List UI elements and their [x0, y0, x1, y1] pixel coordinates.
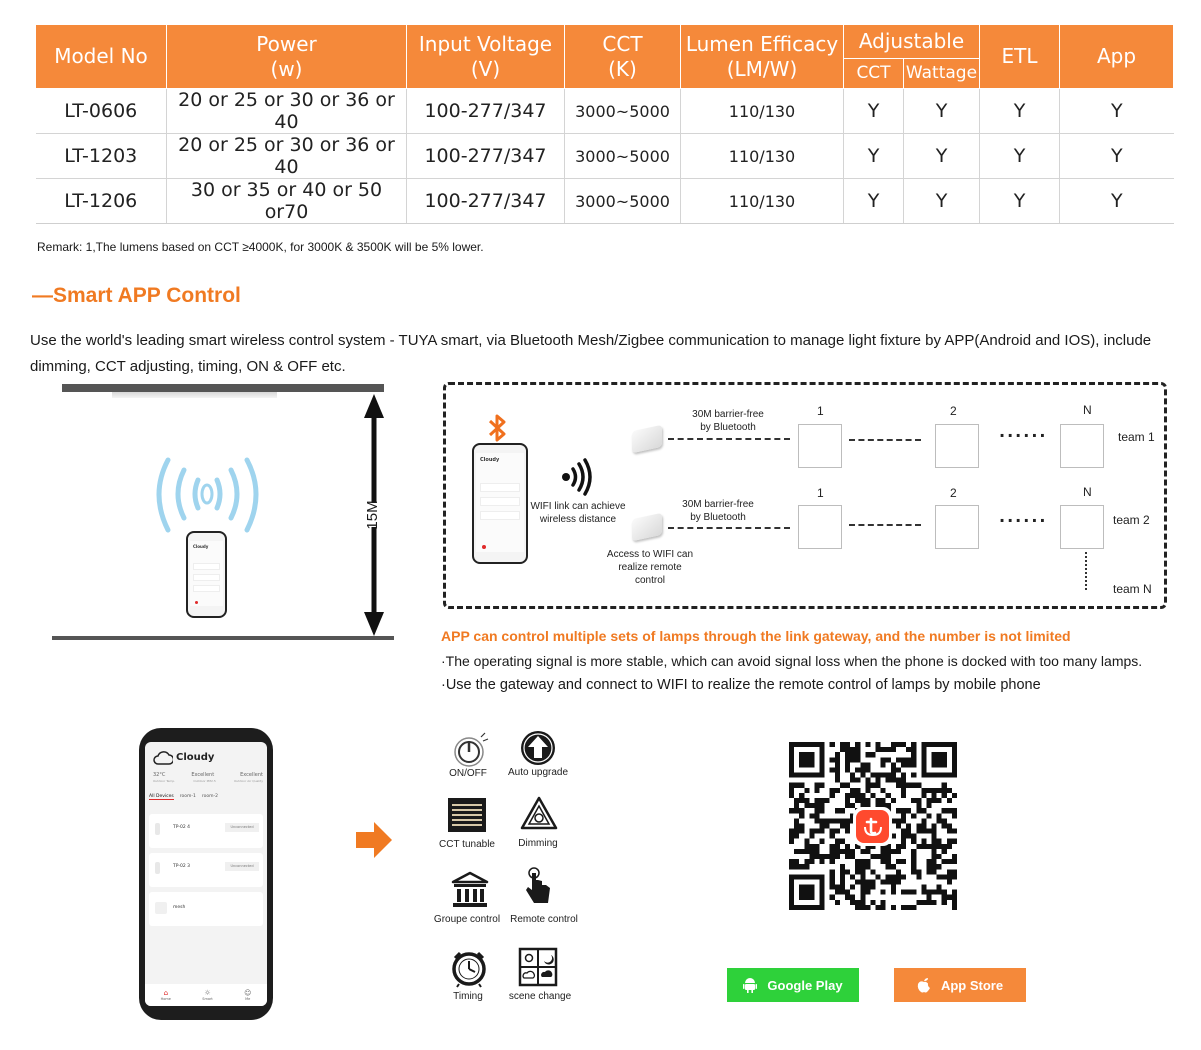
room-phone — [186, 531, 227, 618]
google-play-button[interactable]: Google Play — [727, 968, 859, 1002]
diagram-phone — [472, 443, 528, 564]
team-label: team 1 — [1118, 430, 1155, 444]
tab-room-2[interactable]: room-2 — [201, 794, 219, 799]
app-name: Cloudy — [176, 752, 215, 763]
signal-waves-icon — [140, 450, 275, 540]
power-icon — [451, 731, 491, 771]
feature-label: Remote control — [510, 914, 578, 925]
feature-label: Dimming — [518, 838, 558, 849]
lamp-number: 1 — [817, 404, 824, 418]
list-item[interactable]: TP-02 4 Unconnected — [149, 814, 263, 848]
highlight-text: APP can control multiple sets of lamps through the link gateway, and the number is not limited — [441, 628, 1071, 644]
smart-icon: ☼ — [204, 989, 211, 997]
nav-smart[interactable]: ☼ Smart — [202, 989, 213, 1001]
nav-home[interactable]: ⌂ Home — [160, 989, 171, 1001]
bullet-1: ·The operating signal is more stable, which can avoid signal loss when the phone is docked with too many lamps. — [441, 653, 1143, 669]
tab-room-1[interactable]: room-1 — [179, 794, 196, 799]
android-icon — [743, 977, 757, 993]
header-model: Model No — [36, 25, 167, 89]
link-line — [849, 524, 921, 526]
user-icon: ☺ — [244, 989, 252, 997]
header-etl: ETL — [980, 25, 1060, 89]
feature-label: ON/OFF — [449, 768, 487, 779]
arrow-right-icon — [356, 822, 392, 858]
app-phone: Cloudy 32°C Excellent Excellent Outdoor Temp. Outdoor PM2.5 Outdoor Air Quality All Devices room-1 room-2 TP-02 4 Unconnected TP-02 3 Unconnected mesh ⌂ Home ☼ Smart ☺ Me — [139, 728, 273, 1020]
bluetooth-label-2: 30M barrier-free by Bluetooth — [682, 499, 754, 523]
lamp-box — [798, 505, 842, 549]
ceiling-lamp — [112, 392, 277, 398]
upload-icon — [518, 728, 558, 768]
feature-label: scene change — [508, 991, 572, 1002]
apple-icon — [917, 977, 931, 993]
nav-me[interactable]: ☺ Me — [244, 989, 252, 1001]
hand-touch-icon — [518, 866, 558, 906]
link-line — [668, 438, 790, 440]
clock-icon — [449, 948, 489, 988]
group-icon — [450, 870, 490, 910]
cloud-icon — [153, 750, 173, 766]
section-title: —Smart APP Control — [32, 284, 241, 307]
lamp-number: 1 — [817, 486, 824, 500]
floor — [52, 636, 394, 640]
app-name: Cloudy — [480, 457, 500, 463]
link-line — [849, 439, 921, 441]
bluetooth-label-1: 30M barrier-free by Bluetooth — [692, 409, 764, 433]
remote-label: Access to WIFI can realize remote control — [606, 549, 694, 586]
cct-icon — [447, 797, 487, 837]
table-row: LT-0606 20 or 25 or 30 or 36 or 40 100-277/347 3000~5000 110/130 Y Y Y Y — [36, 89, 1174, 134]
height-label: 15M — [364, 500, 381, 530]
spec-table — [35, 24, 1174, 224]
home-icon: ⌂ — [163, 989, 169, 997]
tuya-logo-icon — [856, 810, 889, 843]
feature-label: Groupe control — [433, 914, 501, 925]
header-voltage: Input Voltage (V) — [407, 25, 565, 89]
ellipsis: ...... — [999, 507, 1048, 526]
dimming-icon — [519, 795, 559, 835]
team-label: team 2 — [1113, 513, 1150, 527]
header-lumen: Lumen Efficacy (LM/W) — [681, 25, 844, 89]
network-diagram — [443, 382, 1167, 609]
list-item[interactable]: mesh — [149, 892, 263, 926]
feature-label: Timing — [453, 991, 483, 1002]
lamp-box — [798, 424, 842, 468]
header-power: Power (w) — [167, 25, 407, 89]
table-row: LT-1203 20 or 25 or 30 or 36 or 40 100-277/347 3000~5000 110/130 Y Y Y Y — [36, 134, 1174, 179]
bullet-2: ·Use the gateway and connect to WIFI to realize the remote control of lamps by mobile phone — [441, 677, 1041, 693]
link-line — [668, 527, 790, 529]
lamp-number: N — [1083, 403, 1092, 417]
team-label: team N — [1113, 582, 1152, 596]
lamp-number: 2 — [950, 404, 957, 418]
remark: Remark: 1,The lumens based on CCT ≥4000K, for 3000K & 3500K will be 5% lower. — [37, 240, 484, 254]
header-cct: CCT (K) — [565, 25, 681, 89]
bluetooth-icon — [484, 413, 510, 443]
feature-label: CCT tunable — [439, 839, 495, 850]
lamp-number: N — [1083, 485, 1092, 499]
header-adj-wattage: Wattage — [904, 59, 980, 89]
ceiling — [62, 384, 384, 392]
scene-icon — [518, 947, 558, 987]
lamp-box — [1060, 424, 1104, 468]
list-item[interactable]: TP-02 3 Unconnected — [149, 853, 263, 887]
table-row: LT-1206 30 or 35 or 40 or 50 or70 100-277/347 3000~5000 110/130 Y Y Y Y — [36, 179, 1174, 224]
lamp-number: 2 — [950, 486, 957, 500]
tab-all-devices[interactable]: All Devices — [149, 794, 174, 799]
lamp-box — [935, 424, 979, 468]
vertical-link — [1085, 552, 1087, 590]
lamp-box — [1060, 505, 1104, 549]
lamp-box — [935, 505, 979, 549]
intro-paragraph: Use the world's leading smart wireless control system - TUYA smart, via Bluetooth Mesh/Zigbee communication to manage light fixture by APP(Android and IOS), include dimming, CCT adjusting, timing, ON & OFF etc. — [30, 332, 1152, 375]
header-adjustable: Adjustable — [844, 25, 980, 59]
app-store-button[interactable]: App Store — [894, 968, 1026, 1002]
wifi-label: WIFI link can achieve wireless distance — [530, 501, 626, 525]
ellipsis: ...... — [999, 422, 1048, 441]
wifi-signal-icon — [560, 458, 596, 496]
app-name: Cloudy — [193, 544, 209, 549]
header-adj-cct: CCT — [844, 59, 904, 89]
header-app: App — [1060, 25, 1174, 89]
feature-label: Auto upgrade — [507, 767, 569, 778]
